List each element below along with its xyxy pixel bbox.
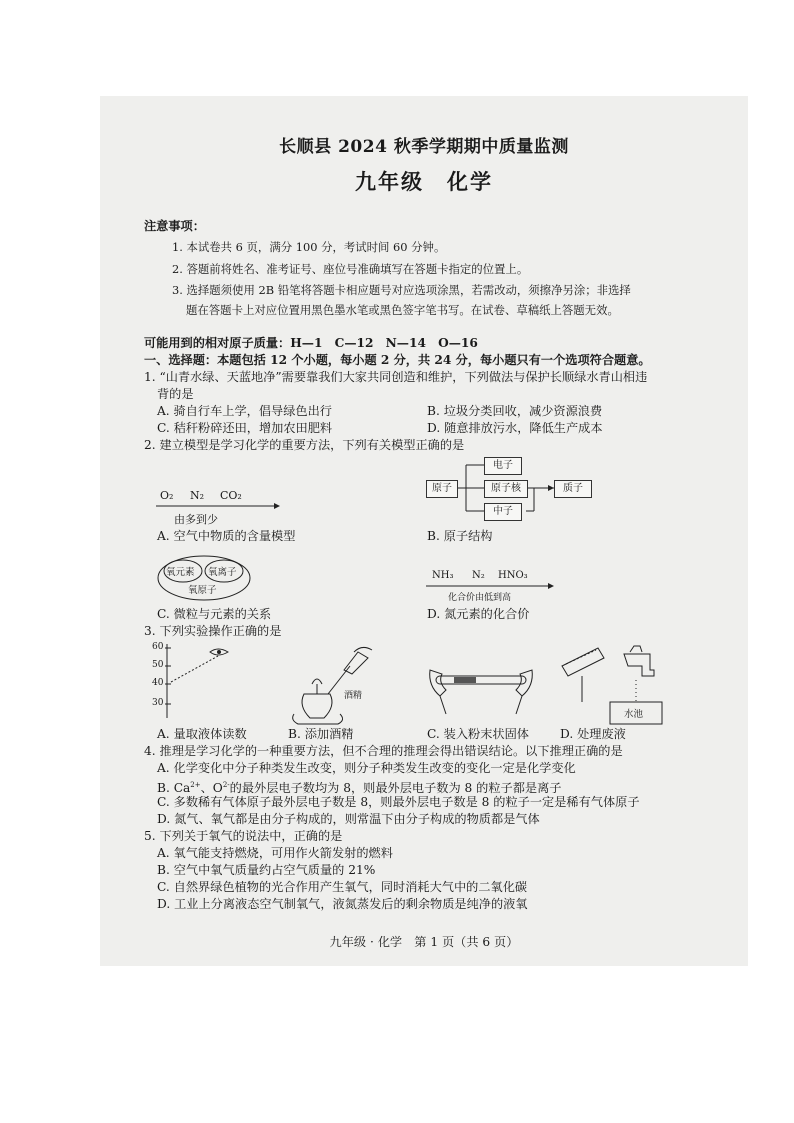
q5-option-b: B. 空气中氧气质量约占空气质量的 21% (157, 863, 376, 877)
q2-figc-bottom: 氧原子 (188, 585, 217, 596)
q5-option-d: D. 工业上分离液态空气制氧气，液氮蒸发后的剩余物质是纯净的液氧 (157, 897, 528, 911)
q2-figb-electron: 电子 (484, 457, 522, 475)
q2-option-d: D. 氮元素的化合价 (427, 607, 530, 621)
q4-b-pre: B. Ca (157, 781, 191, 796)
notice-heading: 注意事项： (144, 219, 205, 233)
q1-option-c: C. 秸秆粉碎还田，增加农田肥料 (157, 421, 333, 435)
q4-option-c: C. 多数稀有气体原子最外层电子数是 8，则最外层电子数是 8 的粒子一定是稀有气体原子 (157, 795, 640, 809)
q3-figure-a (152, 642, 236, 722)
q3-option-a: A. 量取液体读数 (157, 727, 247, 741)
q2-figb-neutron: 中子 (484, 503, 522, 521)
q1-stem-cont: 背的是 (157, 387, 194, 401)
exam-subtitle: 九年级 化学 (355, 169, 493, 194)
q5-option-a: A. 氧气能支持燃烧，可用作火箭发射的燃料 (157, 846, 393, 860)
sink-beaker-drawing (558, 644, 668, 726)
cylinder-eye-drawing (152, 642, 236, 722)
q3-figure-b (288, 644, 378, 726)
q2-figa-item-3: CO₂ (220, 489, 242, 502)
q2-option-a: A. 空气中物质的含量模型 (157, 529, 296, 543)
q3-figa-tick-60: 60 (152, 642, 164, 652)
q3-figb-label: 酒精 (344, 691, 363, 701)
exam-page (100, 96, 748, 966)
q4-b-sup1: 2+ (190, 781, 201, 789)
q3-figd-label: 水池 (624, 709, 644, 720)
q2-option-b: B. 原子结构 (427, 529, 493, 543)
q3-figure-c (426, 656, 536, 718)
q3-option-c: C. 装入粉末状固体 (427, 727, 529, 741)
q2-figa-caption: 由多到少 (174, 513, 218, 526)
atomic-mass-line: 可能用到的相对原子质量：H—1 C—12 N—14 O—16 (144, 336, 478, 350)
page-footer: 九年级 · 化学 第 1 页（共 6 页） (329, 935, 519, 949)
q1-stem: 1. “山青水绿、天蓝地净”需要靠我们大家共同创造和维护，下列做法与保护长顺绿水青山相违 (144, 370, 648, 384)
notice-item-2: 2. 答题前将姓名、准考证号、座位号准确填写在答题卡指定的位置上。 (172, 262, 529, 276)
atom-structure-lines (426, 454, 646, 534)
q2-figa-item-2: N₂ (190, 489, 205, 502)
q2-figure-a (156, 489, 286, 529)
q4-b-post: 的最外层电子数均为 8，则最外层电子数为 8 的粒子都是离子 (229, 781, 562, 796)
q2-figb-proton: 质子 (554, 480, 592, 498)
q1-option-d: D. 随意排放污水，降低生产成本 (427, 421, 603, 435)
q2-figure-c (156, 554, 252, 602)
q2-figure-b (426, 454, 646, 534)
arrow-right-icon (156, 502, 280, 510)
q2-figb-atom: 原子 (426, 480, 458, 498)
q3-option-d: D. 处理废液 (560, 727, 626, 741)
q4-b-sup2: 2- (222, 781, 230, 789)
q2-stem: 2. 建立模型是学习化学的重要方法，下列有关模型正确的是 (144, 438, 465, 452)
q2-figd-caption: 化合价由低到高 (448, 593, 512, 603)
q4-stem: 4. 推理是学习化学的一种重要方法，但不合理的推理会得出错误结论。以下推理正确的是 (144, 744, 623, 758)
alcohol-lamp-drawing (288, 644, 378, 726)
q2-figd-item-1: NH₃ (432, 570, 454, 581)
q2-figc-right: 氧离子 (208, 567, 237, 578)
q3-stem: 3. 下列实验操作正确的是 (144, 624, 282, 638)
q2-figa-item-1: O₂ (160, 489, 174, 502)
q4-option-d: D. 氮气、氧气都是由分子构成的，则常温下由分子构成的物质都是气体 (157, 812, 540, 826)
section-1-heading: 一、选择题：本题包括 12 个小题，每小题 2 分，共 24 分，每小题只有一个选项符合题意。 (144, 353, 651, 367)
q3-option-b: B. 添加酒精 (288, 727, 354, 741)
q2-figure-d (426, 570, 556, 604)
exam-title: 长顺县 2024 秋季学期期中质量监测 (279, 137, 569, 157)
q3-figa-tick-30: 30 (152, 698, 164, 708)
q3-figure-d (558, 644, 668, 726)
q2-figd-item-3: HNO₃ (498, 570, 528, 581)
q2-option-c: C. 微粒与元素的关系 (157, 607, 272, 621)
notice-item-3: 3. 选择题须使用 2B 铅笔将答题卡相应题号对应选项涂黑，若需改动，须擦净另涂；非选择 (172, 283, 631, 297)
notice-item-1: 1. 本试卷共 6 页，满分 100 分，考试时间 60 分钟。 (172, 240, 446, 254)
q3-figa-tick-40: 40 (152, 678, 164, 688)
q1-option-b: B. 垃圾分类回收，减少资源浪费 (427, 404, 603, 418)
q5-stem: 5. 下列关于氧气的说法中，正确的是 (144, 829, 343, 843)
q4-b-mid: 、O (200, 781, 223, 796)
arrow-right-icon (426, 582, 554, 590)
q2-figc-left: 氧元素 (166, 567, 195, 578)
q2-figd-item-2: N₂ (472, 570, 485, 581)
notice-item-3-cont: 题在答题卡上对应位置用黑色墨水笔或黑色签字笔书写。在试卷、草稿纸上答题无效。 (186, 303, 619, 317)
q1-option-a: A. 骑自行车上学，倡导绿色出行 (157, 404, 332, 418)
q5-option-c: C. 自然界绿色植物的光合作用产生氧气，同时消耗大气中的二氧化碳 (157, 880, 528, 894)
q3-figa-tick-50: 50 (152, 660, 164, 670)
q2-figb-nucleus: 原子核 (484, 480, 528, 498)
q4-option-a: A. 化学变化中分子种类发生改变，则分子种类发生改变的变化一定是化学变化 (157, 761, 576, 775)
test-tube-hands-drawing (426, 656, 536, 718)
